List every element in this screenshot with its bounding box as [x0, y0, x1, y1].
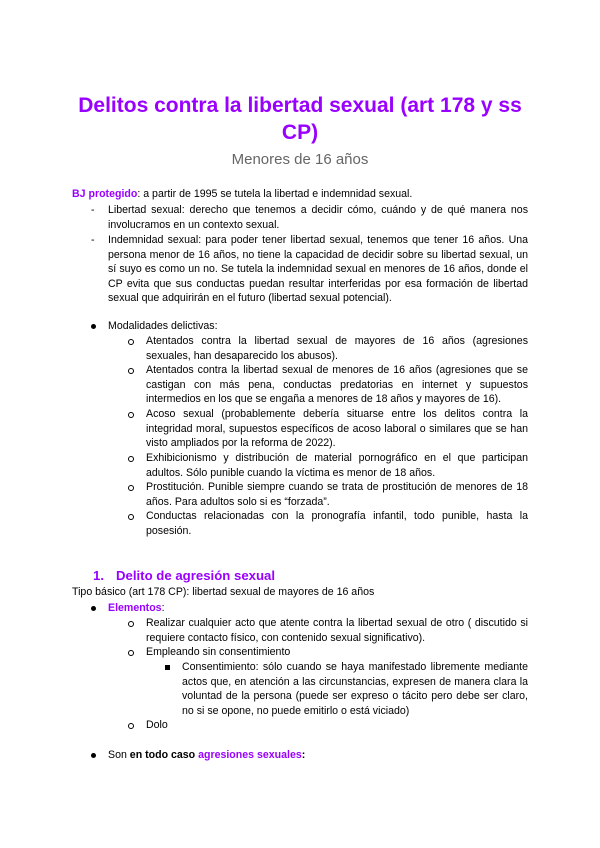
circle-bullet-icon: [128, 368, 134, 374]
elementos-colon: :: [161, 602, 165, 614]
dash-item-indemnidad: Indemnidad sexual: para poder tener libertad sexual, tenemos que tener 16 años. Una persona menor de 16 años, no tiene la capacidad de decidir sobre su libertad sexual, un sí suyo es como un no. Se tutela la indemnidad sexual en menores de 16 años, donde el CP evita que sus conductas puedan resultar interferidas por esa formación de libertad sexual que adquirirán en el futuro (libertad sexual potencial).: [108, 234, 528, 305]
circle-bullet-icon: [128, 339, 134, 345]
modalidad-item: Acoso sexual (probablemente debería situarse entre los delitos contra la integridad moral, supuestos específicos de acoso laboral o similares que se han visto ampliados por la reforma de 2022).: [146, 408, 528, 450]
son-prefix: Son: [108, 749, 130, 761]
bullet-icon: [91, 606, 96, 611]
bullet-icon: [91, 753, 96, 758]
circle-bullet-icon: [128, 514, 134, 520]
section-number: 1.: [93, 568, 104, 583]
dash-item-libertad: Libertad sexual: derecho que tenemos a decidir cómo, cuándo y de qué manera nos involucramos en un contexto sexual.: [108, 204, 528, 231]
circle-bullet-icon: [128, 621, 134, 627]
circle-bullet-icon: [128, 412, 134, 418]
tipo-basico: Tipo básico (art 178 CP): libertad sexual de mayores de 16 años: [72, 586, 375, 598]
modalidades-label: Modalidades delictivas:: [108, 320, 218, 332]
circle-bullet-icon: [128, 650, 134, 656]
dash-marker: -: [91, 234, 95, 246]
dash-marker: -: [91, 204, 95, 216]
elemento-item: Empleando sin consentimiento: [146, 646, 291, 658]
elementos-label: Elementos: [108, 602, 162, 614]
section-heading-text: Delito de agresión sexual: [116, 568, 276, 583]
square-bullet-icon: [165, 665, 170, 670]
agresiones-sexuales-label: agresiones sexuales: [198, 749, 302, 761]
modalidad-item: Exhibicionismo y distribución de material pornográfico en el que participan adultos. Sólo punible cuando la víctima es menor de 18 años.: [146, 452, 528, 479]
page-subtitle: Menores de 16 años: [231, 151, 369, 168]
section-heading: [93, 567, 275, 584]
modalidad-item: Atentados contra la libertad sexual de menores de 16 años (agresiones que se castigan con más pena, conductas predatorias en internet y supuestos intermedios en los que se engaña a menores de 18 años y mayores de 16).: [146, 364, 528, 406]
modalidad-item: Prostitución. Punible siempre cuando se trata de prostitución de menores de 18 años. Para adultos solo si es “forzada”.: [146, 481, 528, 508]
elementos-line: [108, 601, 528, 616]
circle-bullet-icon: [128, 456, 134, 462]
page-title: Delitos contra la libertad sexual (art 178 y ss CP): [78, 94, 522, 144]
agresiones-line: [108, 748, 528, 763]
bullet-icon: [91, 324, 96, 329]
elemento-item: Realizar cualquier acto que atente contra la libertad sexual de otro ( discutido si requiere contacto físico, con contenido sexual significativo).: [146, 617, 528, 644]
son-bold: en todo caso: [129, 749, 196, 761]
modalidad-item: Conductas relacionadas con la pronografía infantil, todo punible, hasta la posesión.: [146, 510, 528, 537]
elemento-item: Dolo: [146, 719, 168, 731]
bj-paragraph: [72, 187, 542, 202]
consentimiento-item: Consentimiento: sólo cuando se haya manifestado libremente mediante actos que, en atención a las circunstancias, expresen de manera clara la voluntad de la persona (puede ser expreso o tácito pero debe ser claro, no si se opone, no puede emitirlo o está viciado): [182, 661, 528, 717]
circle-bullet-icon: [128, 485, 134, 491]
circle-bullet-icon: [128, 723, 134, 729]
modalidad-item: Atentados contra la libertad sexual de mayores de 16 años (agresiones sexuales, han desaparecido los abusos).: [146, 335, 528, 362]
bj-text: : a partir de 1995 se tutela la libertad e indemnidad sexual.: [137, 188, 413, 200]
bj-label: BJ protegido: [72, 188, 138, 200]
son-colon: :: [301, 749, 306, 761]
